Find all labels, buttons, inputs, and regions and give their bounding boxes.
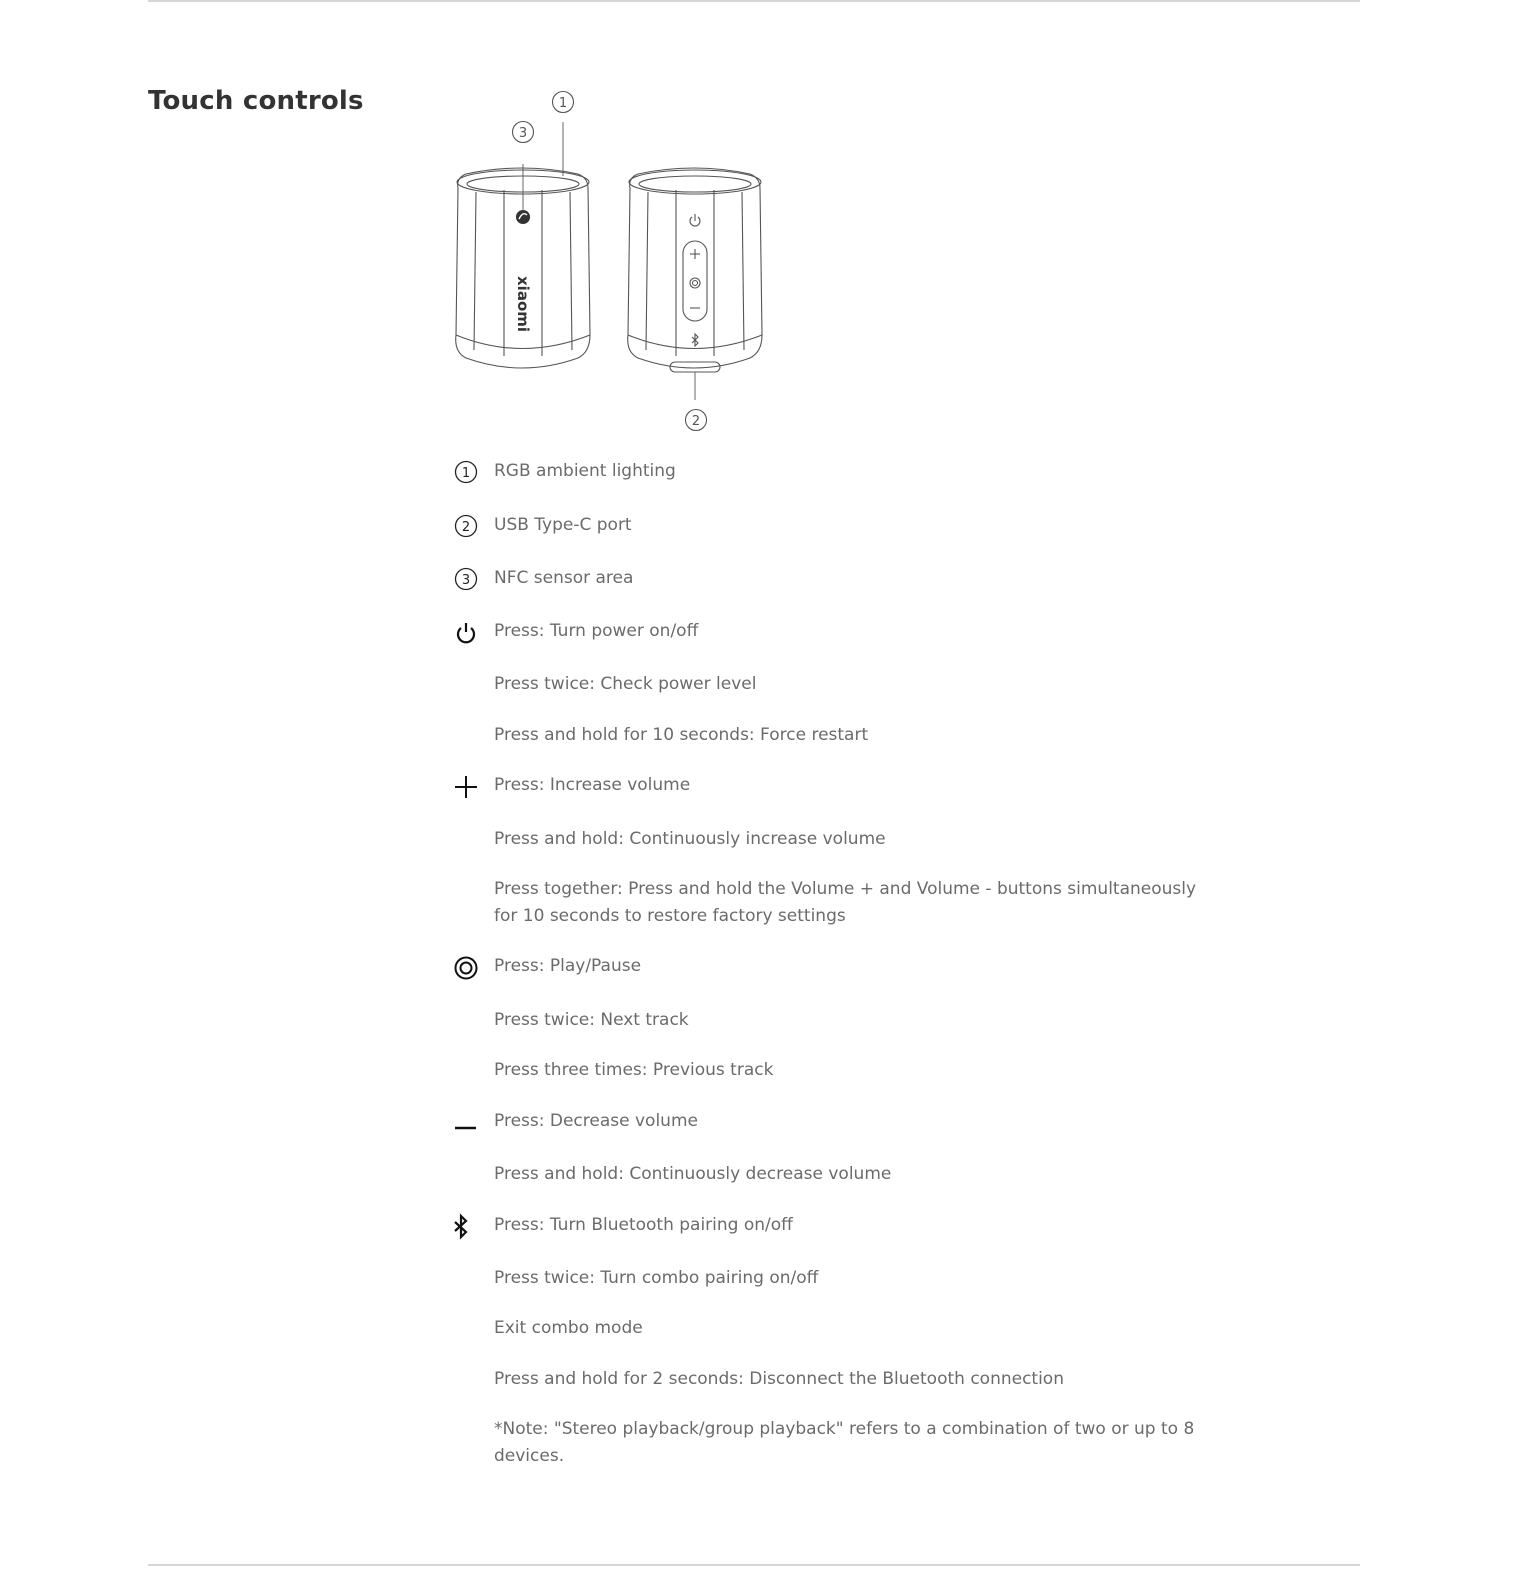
diagram-play-icon [690,278,700,288]
list-item-usb-port [452,506,1232,546]
list-item [452,1360,1232,1400]
list-item [452,870,1232,930]
list-item [452,1001,1232,1041]
diagram-power-icon [690,214,700,226]
item-text: RGB ambient lighting [494,461,676,481]
minus-icon [452,1108,480,1136]
note-text-item [452,1410,1232,1466]
list-item-nfc [452,559,1232,599]
svg-text:3: 3 [461,573,471,588]
list-item [452,716,1232,756]
brand-logo-text: xiaomi [514,276,532,333]
play-pause-icon [452,953,480,981]
callout-1 [553,92,574,113]
diagram-bluetooth-icon [692,334,698,346]
callout-2 [686,410,707,431]
item-text: Press twice: Check power level [494,674,757,694]
list-item-volume-down [452,1102,1232,1142]
svg-text:1: 1 [558,96,568,111]
speaker-illustration [440,80,780,440]
item-text: Press and hold for 2 seconds: Disconnect the Bluetooth connection [494,1369,1064,1389]
list-item [452,820,1232,860]
item-text: Press: Turn Bluetooth pairing on/off [494,1215,793,1235]
item-text: Press three times: Previous track [494,1060,774,1080]
item-text: Exit combo mode [494,1318,643,1338]
speaker-front [456,122,590,368]
list-item-power [452,612,1232,652]
svg-text:1: 1 [461,466,471,481]
list-item [452,1051,1232,1091]
list-item-rgb-lighting [452,452,1232,492]
svg-text:3: 3 [518,126,528,141]
bluetooth-icon [452,1212,480,1240]
item-text: USB Type-C port [494,515,632,535]
item-text: Press together: Press and hold the Volume + and Volume - buttons simultaneously for 10 seconds to restore factory settings [494,879,1197,926]
nfc-icon [517,211,530,224]
speaker-back [628,168,762,400]
list-item-volume-up [452,766,1232,806]
list-item [452,1309,1232,1349]
bottom-divider [148,1564,1360,1566]
top-divider [148,0,1360,2]
circled-1-icon [452,458,480,486]
plus-icon [452,772,480,800]
circled-3-icon [452,565,480,593]
callout-3 [513,122,534,143]
item-text: Press and hold: Continuously decrease volume [494,1164,892,1184]
diagram-plus-icon [690,249,700,259]
item-text: Press: Decrease volume [494,1111,698,1131]
list-item-play-pause [452,947,1232,987]
circled-2-icon [452,512,480,540]
note-text: *Note: "Stereo playback/group playback" refers to a combination of two or up to 8 devices. [494,1419,1195,1466]
section-title: Touch controls [148,86,364,116]
list-item [452,1155,1232,1195]
item-text: Press and hold for 10 seconds: Force restart [494,725,869,745]
list-item-bluetooth [452,1206,1232,1246]
list-item [452,665,1232,705]
item-text: Press and hold: Continuously increase volume [494,829,886,849]
item-text: Press twice: Next track [494,1010,689,1030]
item-text: Press: Increase volume [494,775,691,795]
item-text: Press: Play/Pause [494,956,642,976]
power-icon [452,618,480,646]
list-item [452,1259,1232,1299]
item-text: NFC sensor area [494,568,634,588]
svg-text:2: 2 [691,414,701,429]
item-text: Press: Turn power on/off [494,621,699,641]
svg-text:2: 2 [461,520,471,535]
item-text: Press twice: Turn combo pairing on/off [494,1268,819,1288]
